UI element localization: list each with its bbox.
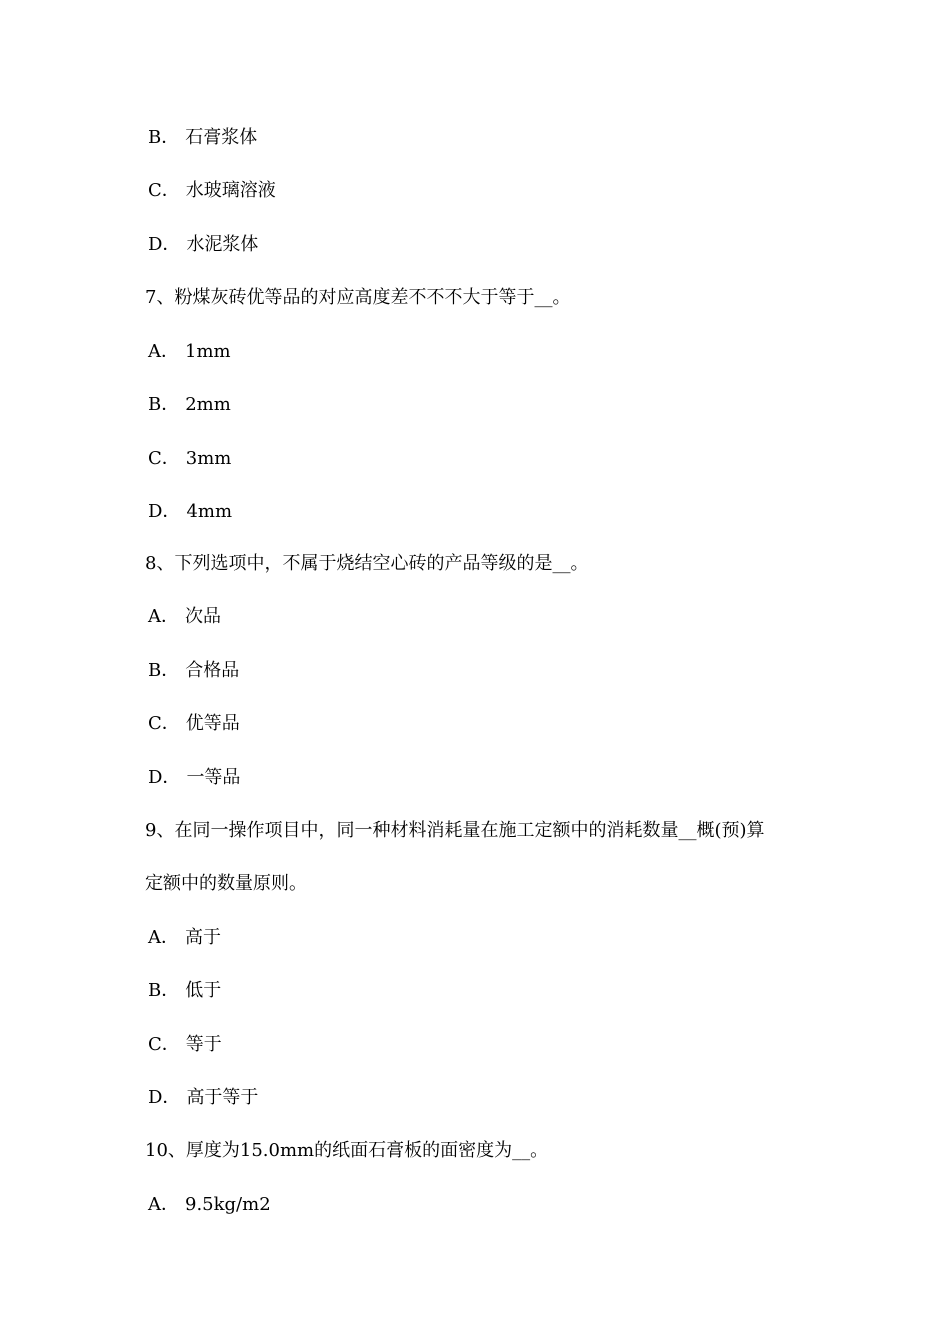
option-text: 一等品 bbox=[186, 767, 241, 788]
option-letter: B． bbox=[148, 660, 180, 681]
option-letter: B． bbox=[148, 127, 180, 148]
option-line bbox=[148, 659, 239, 683]
option-line bbox=[148, 605, 221, 629]
option-letter: B． bbox=[148, 980, 180, 1001]
option-text: 合格品 bbox=[185, 660, 240, 681]
option-line bbox=[148, 1086, 258, 1110]
option-text: 高于等于 bbox=[186, 1087, 259, 1108]
option-line bbox=[148, 1193, 271, 1217]
option-text: 水泥浆体 bbox=[186, 234, 259, 255]
option-letter: B． bbox=[148, 394, 180, 415]
option-line bbox=[148, 500, 232, 524]
option-text: 2mm bbox=[185, 394, 231, 415]
option-line bbox=[148, 340, 231, 364]
option-letter: C． bbox=[148, 713, 180, 734]
option-line bbox=[148, 926, 221, 950]
question-line-continued: 定额中的数量原则。 bbox=[145, 873, 307, 894]
option-line bbox=[148, 393, 231, 417]
option-letter: A． bbox=[148, 1194, 179, 1215]
option-letter: D． bbox=[148, 1087, 181, 1108]
option-text: 低于 bbox=[185, 980, 222, 1001]
option-line bbox=[148, 979, 221, 1003]
option-line bbox=[148, 126, 257, 150]
option-letter: D． bbox=[148, 234, 181, 255]
question-line: 8、下列选项中，不属于烧结空心砖的产品等级的是__。 bbox=[145, 553, 589, 574]
option-letter: C． bbox=[148, 1034, 180, 1055]
option-text: 石膏浆体 bbox=[185, 127, 258, 148]
question-line: 9、在同一操作项目中，同一种材料消耗量在施工定额中的消耗数量__概(预)算 bbox=[145, 820, 765, 841]
option-text: 等于 bbox=[185, 1034, 222, 1055]
option-line bbox=[148, 233, 258, 257]
option-letter: C． bbox=[148, 180, 180, 201]
option-line bbox=[148, 766, 240, 790]
option-letter: D． bbox=[148, 767, 181, 788]
option-line bbox=[148, 447, 231, 471]
option-text: 4mm bbox=[186, 501, 233, 522]
option-line bbox=[148, 179, 276, 203]
option-line bbox=[148, 712, 240, 736]
question-line: 7、粉煤灰砖优等品的对应高度差不不不大于等于__。 bbox=[145, 287, 571, 308]
option-text: 水玻璃溶液 bbox=[185, 180, 276, 201]
option-letter: A． bbox=[148, 927, 179, 948]
option-text: 1mm bbox=[185, 341, 231, 362]
option-text: 9.5kg/m2 bbox=[185, 1194, 271, 1215]
option-letter: D． bbox=[148, 501, 181, 522]
option-text: 优等品 bbox=[185, 713, 240, 734]
option-text: 次品 bbox=[185, 606, 221, 627]
option-letter: C． bbox=[148, 448, 180, 469]
option-letter: A． bbox=[148, 341, 179, 362]
option-text: 高于 bbox=[185, 927, 221, 948]
question-line: 10、厚度为15.0mm的纸面石膏板的面密度为__。 bbox=[145, 1140, 549, 1161]
option-text: 3mm bbox=[185, 448, 232, 469]
option-line bbox=[148, 1033, 222, 1057]
option-letter: A． bbox=[148, 606, 179, 627]
